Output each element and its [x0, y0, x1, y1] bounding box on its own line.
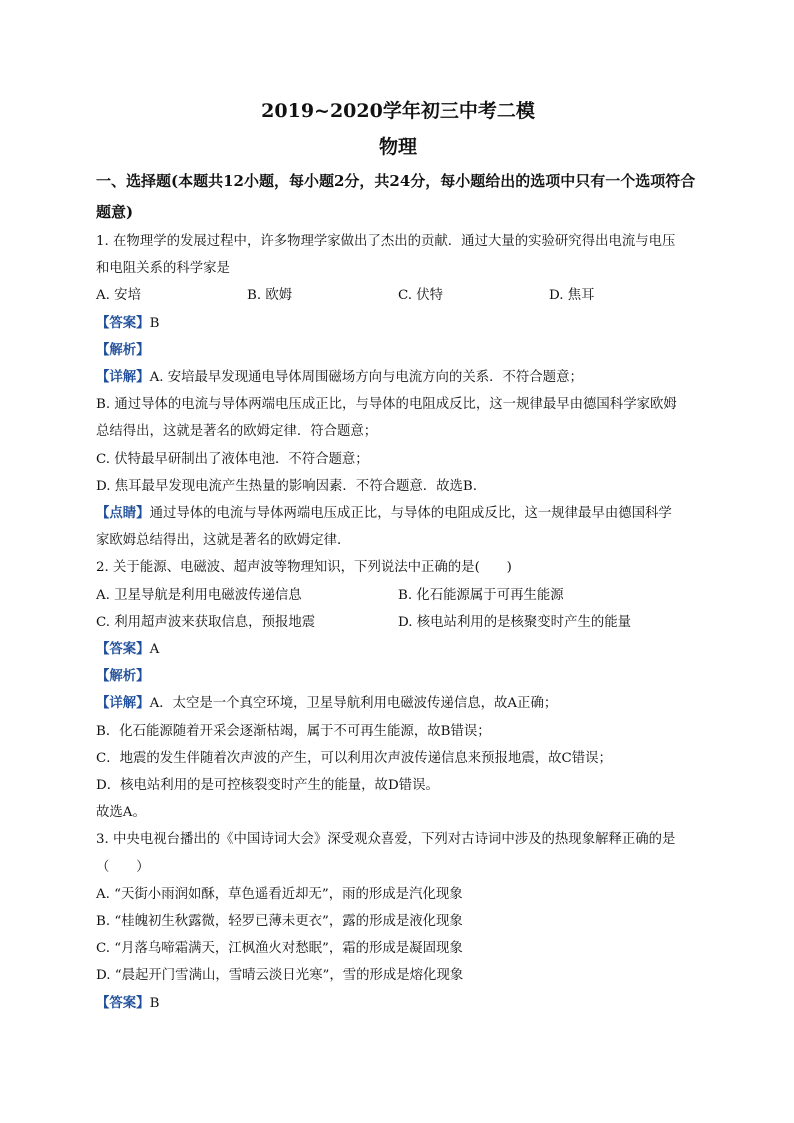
q1-answer-value: B [149, 315, 160, 331]
section-heading: 一、选择题(本题共12小题，每小题2分，共24分，每小题给出的选项中只有一个选项符合题意) [96, 172, 696, 221]
q3-answer [96, 990, 700, 1017]
q1-stem-line-2: 和电阻关系的科学家是 [96, 261, 230, 277]
q1-detail-line-5: D. 焦耳最早发现电流产生热量的影响因素．不符合题意．故选B. [96, 478, 478, 494]
q3-option-b: B. “桂魄初生秋露微，轻罗已薄未更衣”，露的形成是液化现象 [96, 914, 463, 930]
q1-detail-line-2: B. 通过导体的电流与导体两端电压成正比，与导体的电阻成反比，这一规律最早由德国科学家欧姆 [96, 397, 677, 413]
subject-title: 物理 [378, 136, 417, 158]
q2-analysis [96, 663, 700, 690]
q2-option-c: C. 利用超声波来获取信息，预报地震 [96, 614, 316, 630]
q2-detail-line-3: C．地震的发生伴随着次声波的产生，可以利用次声波传递信息来预报地震，故C错误； [96, 750, 612, 766]
page-title: 2019~2020学年初三中考二模 [261, 100, 535, 122]
q2-option-b: B. 化石能源属于可再生能源 [398, 587, 564, 603]
q1-comment-text-1: 通过导体的电流与导体两端电压成正比，与导体的电阻成反比，这一规律最早由德国科学 [149, 506, 672, 522]
q2-detail-line-4: D．核电站利用的是可控核裂变时产生的能量，故D错误。 [96, 778, 439, 794]
q3-option-a: A. “天街小雨润如酥，草色遥看近却无”，雨的形成是汽化现象 [96, 886, 463, 902]
q2-option-a: A. 卫星导航是利用电磁波传递信息 [96, 587, 302, 603]
q1-stem-line-1: 1. 在物理学的发展过程中，许多物理学家做出了杰出的贡献．通过大量的实验研究得出电流与电压 [96, 234, 676, 249]
analysis-tag: 【 解析 】 [96, 342, 150, 358]
analysis-tag: 【 解析 】 [96, 668, 150, 684]
q3-stem-line-1: 3. 中央电视台播出的《中国诗词大会》深受观众喜爱，下列对古诗词中涉及的热现象解释正确的是 [96, 832, 676, 848]
detail-tag: 【 详解 】 [96, 695, 150, 711]
answer-tag: 【 答案 】 [96, 641, 150, 657]
q2-answer-value: A [149, 642, 160, 658]
detail-tag: 【 详解 】 [96, 369, 150, 385]
question-1 [96, 228, 700, 554]
q2-detail-line-1 [96, 690, 700, 717]
q1-option-a: A. 安培 [96, 288, 141, 304]
q3-stem-line-2: （ ） [96, 859, 150, 875]
q2-options-row-2 [96, 609, 700, 636]
q1-answer [96, 310, 700, 337]
q2-detail-line-2: B．化石能源随着开采会逐渐枯竭，属于不可再生能源，故B错误； [96, 723, 491, 739]
q1-comment-line-2: 家欧姆总结得出，这就是著名的欧姆定律． [96, 533, 351, 549]
q2-detail-text-1: A．太空是一个真空环境，卫星导航利用电磁波传递信息，故A正确； [149, 696, 558, 712]
document-page [96, 96, 700, 1017]
q1-detail-line-4: C. 伏特最早研制出了液体电池．不符合题意； [96, 451, 369, 467]
q2-option-d: D. 核电站利用的是核聚变时产生的能量 [398, 614, 632, 630]
q3-option-c: C. “月落乌啼霜满天，江枫渔火对愁眠”，霜的形成是凝固现象 [96, 941, 463, 957]
question-2 [96, 554, 700, 826]
q1-comment-line-1 [96, 500, 700, 527]
q1-option-d: D. 焦耳 [549, 288, 595, 304]
question-3 [96, 826, 700, 1016]
answer-tag: 【 答案 】 [96, 315, 150, 331]
q2-answer [96, 636, 700, 663]
q1-options [96, 282, 700, 309]
q1-analysis [96, 337, 700, 364]
answer-tag: 【 答案 】 [96, 995, 150, 1011]
q1-option-c: C. 伏特 [398, 288, 444, 304]
comment-tag: 【 点睛 】 [96, 505, 150, 521]
q1-option-b: B. 欧姆 [247, 288, 293, 304]
q1-detail-line-3: 总结得出，这就是著名的欧姆定律．符合题意； [96, 424, 378, 440]
q2-options-row-1 [96, 582, 700, 609]
q1-detail-line-1 [96, 364, 700, 391]
q1-detail-text-1: A. 安培最早发现通电导体周围磁场方向与电流方向的关系．不符合题意； [149, 370, 583, 386]
q2-conclusion: 故选A。 [96, 805, 146, 821]
q3-option-d: D. “晨起开门雪满山，雪晴云淡日光寒”，雪的形成是熔化现象 [96, 968, 464, 984]
q3-answer-value: B [149, 995, 160, 1011]
q2-stem: 2. 关于能源、电磁波、超声波等物理知识，下列说法中正确的是( ) [96, 560, 512, 576]
